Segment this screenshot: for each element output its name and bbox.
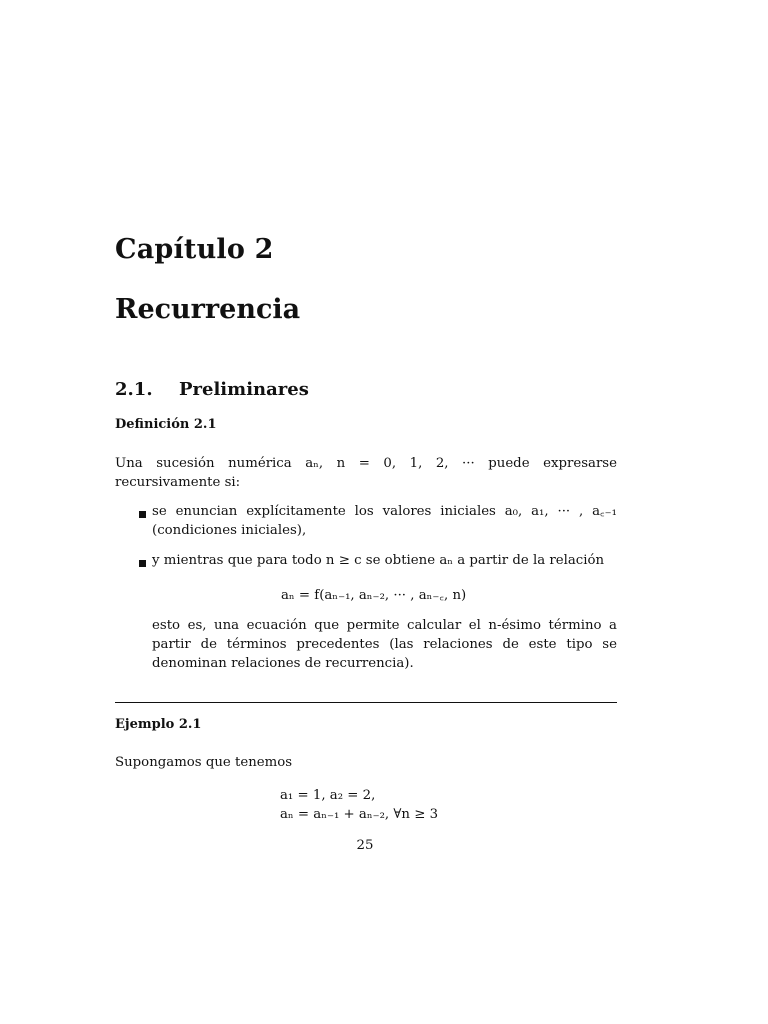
page-number: 25 bbox=[356, 838, 374, 853]
section-title: Preliminares bbox=[179, 379, 309, 400]
horizontal-rule bbox=[115, 702, 617, 703]
definition-explanation: esto es, una ecuación que permite calcular el n-ésimo término a partir de términos precedentes (las relaciones de este tipo se denominan relaciones de recurrencia). bbox=[152, 618, 617, 671]
example-label: Ejemplo 2.1 bbox=[115, 717, 202, 732]
definition-label: Definición 2.1 bbox=[115, 417, 217, 432]
section-heading bbox=[115, 379, 309, 400]
example-equation-1: a₁ = 1, a₂ = 2, bbox=[280, 788, 376, 803]
bullet-icon bbox=[139, 560, 146, 567]
example-intro: Supongamos que tenemos bbox=[115, 755, 293, 770]
bullet-icon bbox=[139, 511, 146, 518]
chapter-label: Capítulo 2 bbox=[115, 234, 274, 265]
definition-intro: Una sucesión numérica aₙ, n = 0, 1, 2, ··· puede expresarse recursivamente si: bbox=[115, 456, 617, 490]
section-number: 2.1. bbox=[115, 379, 153, 400]
recurrence-equation: aₙ = f(aₙ₋₁, aₙ₋₂, ··· , aₙ₋꜀, n) bbox=[281, 588, 467, 603]
definition-bullet-1: se enuncian explícitamente los valores iniciales a₀, a₁, ··· , a꜀₋₁ (condiciones iniciales), bbox=[152, 504, 617, 538]
definition-bullet-2: y mientras que para todo n ≥ c se obtiene aₙ a partir de la relación bbox=[152, 553, 605, 568]
chapter-title: Recurrencia bbox=[115, 294, 301, 325]
example-equations bbox=[280, 786, 438, 824]
example-equation-2: aₙ = aₙ₋₁ + aₙ₋₂, ∀n ≥ 3 bbox=[280, 807, 439, 822]
